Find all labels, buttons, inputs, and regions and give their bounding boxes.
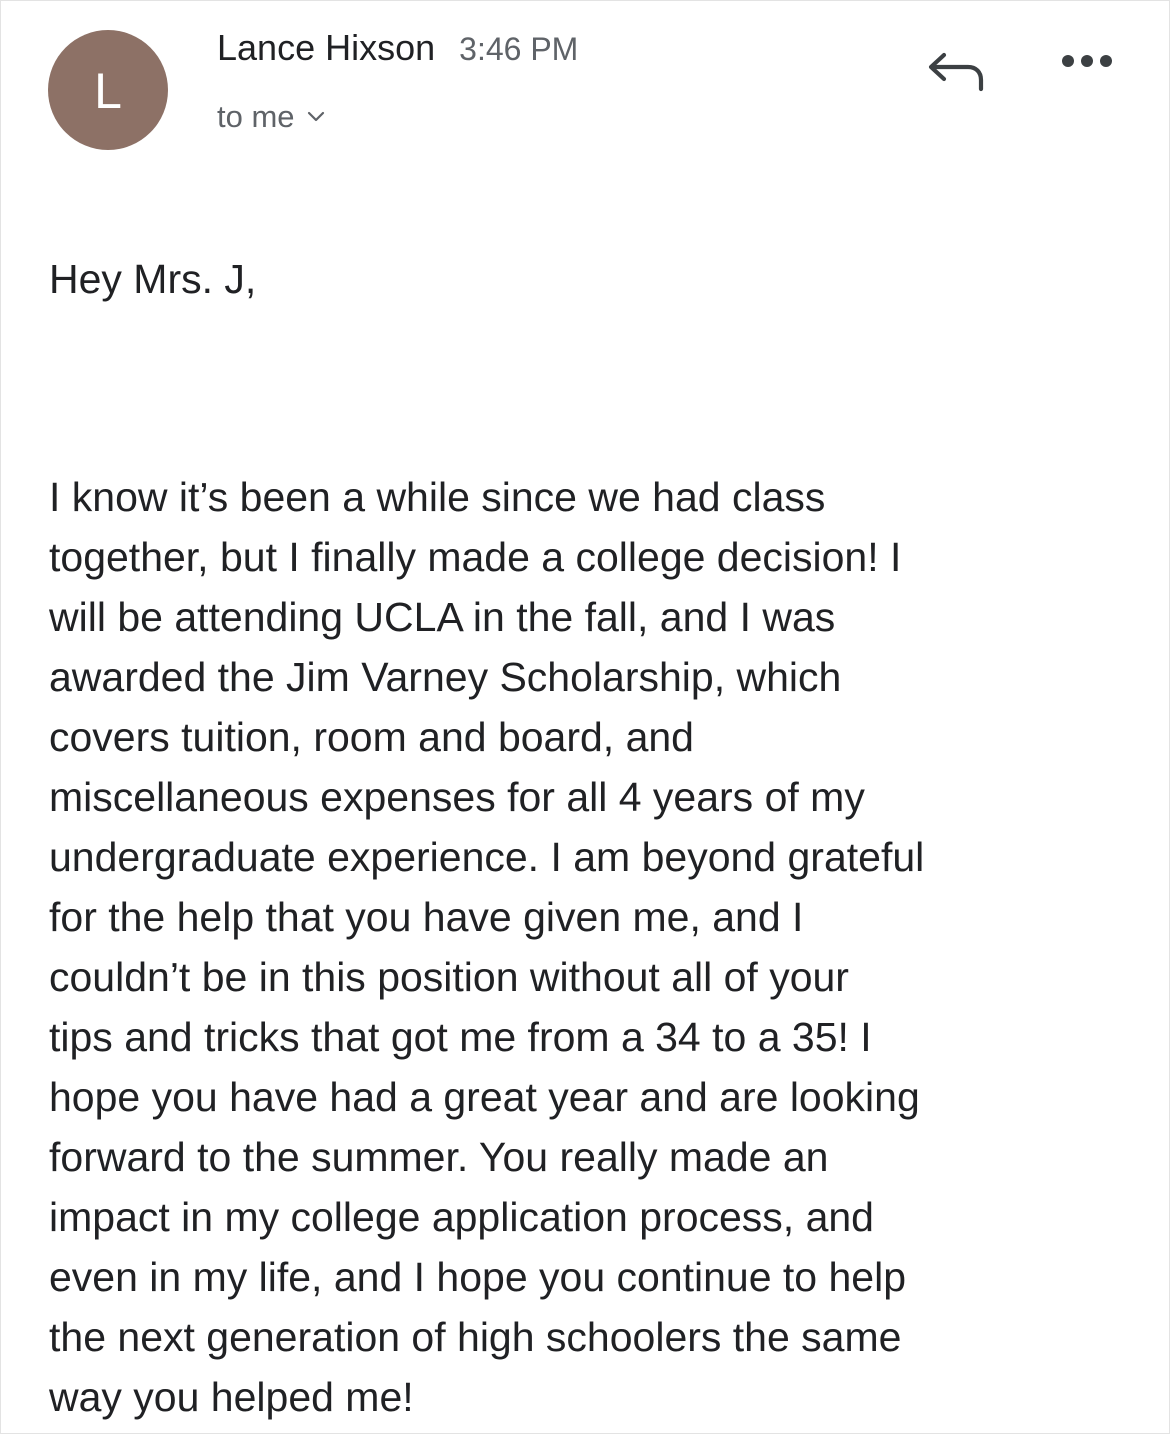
message-line: even in my life, and I hope you continue to help (49, 1254, 907, 1300)
message-line: couldn’t be in this position without all of your (49, 954, 849, 1000)
message-line: hope you have had a great year and are looking (49, 1074, 920, 1120)
message-line: undergraduate experience. I am beyond grateful (49, 834, 925, 880)
sender-name[interactable]: Lance Hixson (217, 27, 436, 68)
message-line: the next generation of high schoolers the same (49, 1314, 902, 1360)
recipient-label: to me (217, 99, 295, 134)
message-line: impact in my college application process, and (49, 1194, 874, 1240)
recipient-details-toggle[interactable] (217, 99, 325, 135)
greeting: Hey Mrs. J, (49, 256, 257, 302)
reply-icon[interactable] (926, 45, 988, 93)
message-line: forward to the summer. You really made an (49, 1134, 829, 1180)
sender-line (217, 27, 578, 69)
message-text (49, 467, 1139, 1427)
avatar[interactable] (48, 30, 168, 150)
avatar-initial: L (94, 63, 122, 119)
email-header (1, 1, 1170, 171)
message-line: awarded the Jim Varney Scholarship, which (49, 654, 842, 700)
message-line: miscellaneous expenses for all 4 years of my (49, 774, 865, 820)
message-line: way you helped me! (49, 1374, 414, 1420)
message-line: tips and tricks that got me from a 34 to a 35! I (49, 1014, 872, 1060)
email-body (49, 249, 1139, 1427)
chevron-down-icon (307, 111, 325, 123)
message-line: I know it’s been a while since we had class (49, 474, 826, 520)
sent-time: 3:46 PM (459, 31, 579, 67)
message-line: together, but I finally made a college decision! I (49, 534, 902, 580)
more-options-icon[interactable] (1060, 51, 1114, 71)
message-line: will be attending UCLA in the fall, and I was (49, 594, 836, 640)
message-line: for the help that you have given me, and I (49, 894, 804, 940)
message-line: covers tuition, room and board, and (49, 714, 694, 760)
